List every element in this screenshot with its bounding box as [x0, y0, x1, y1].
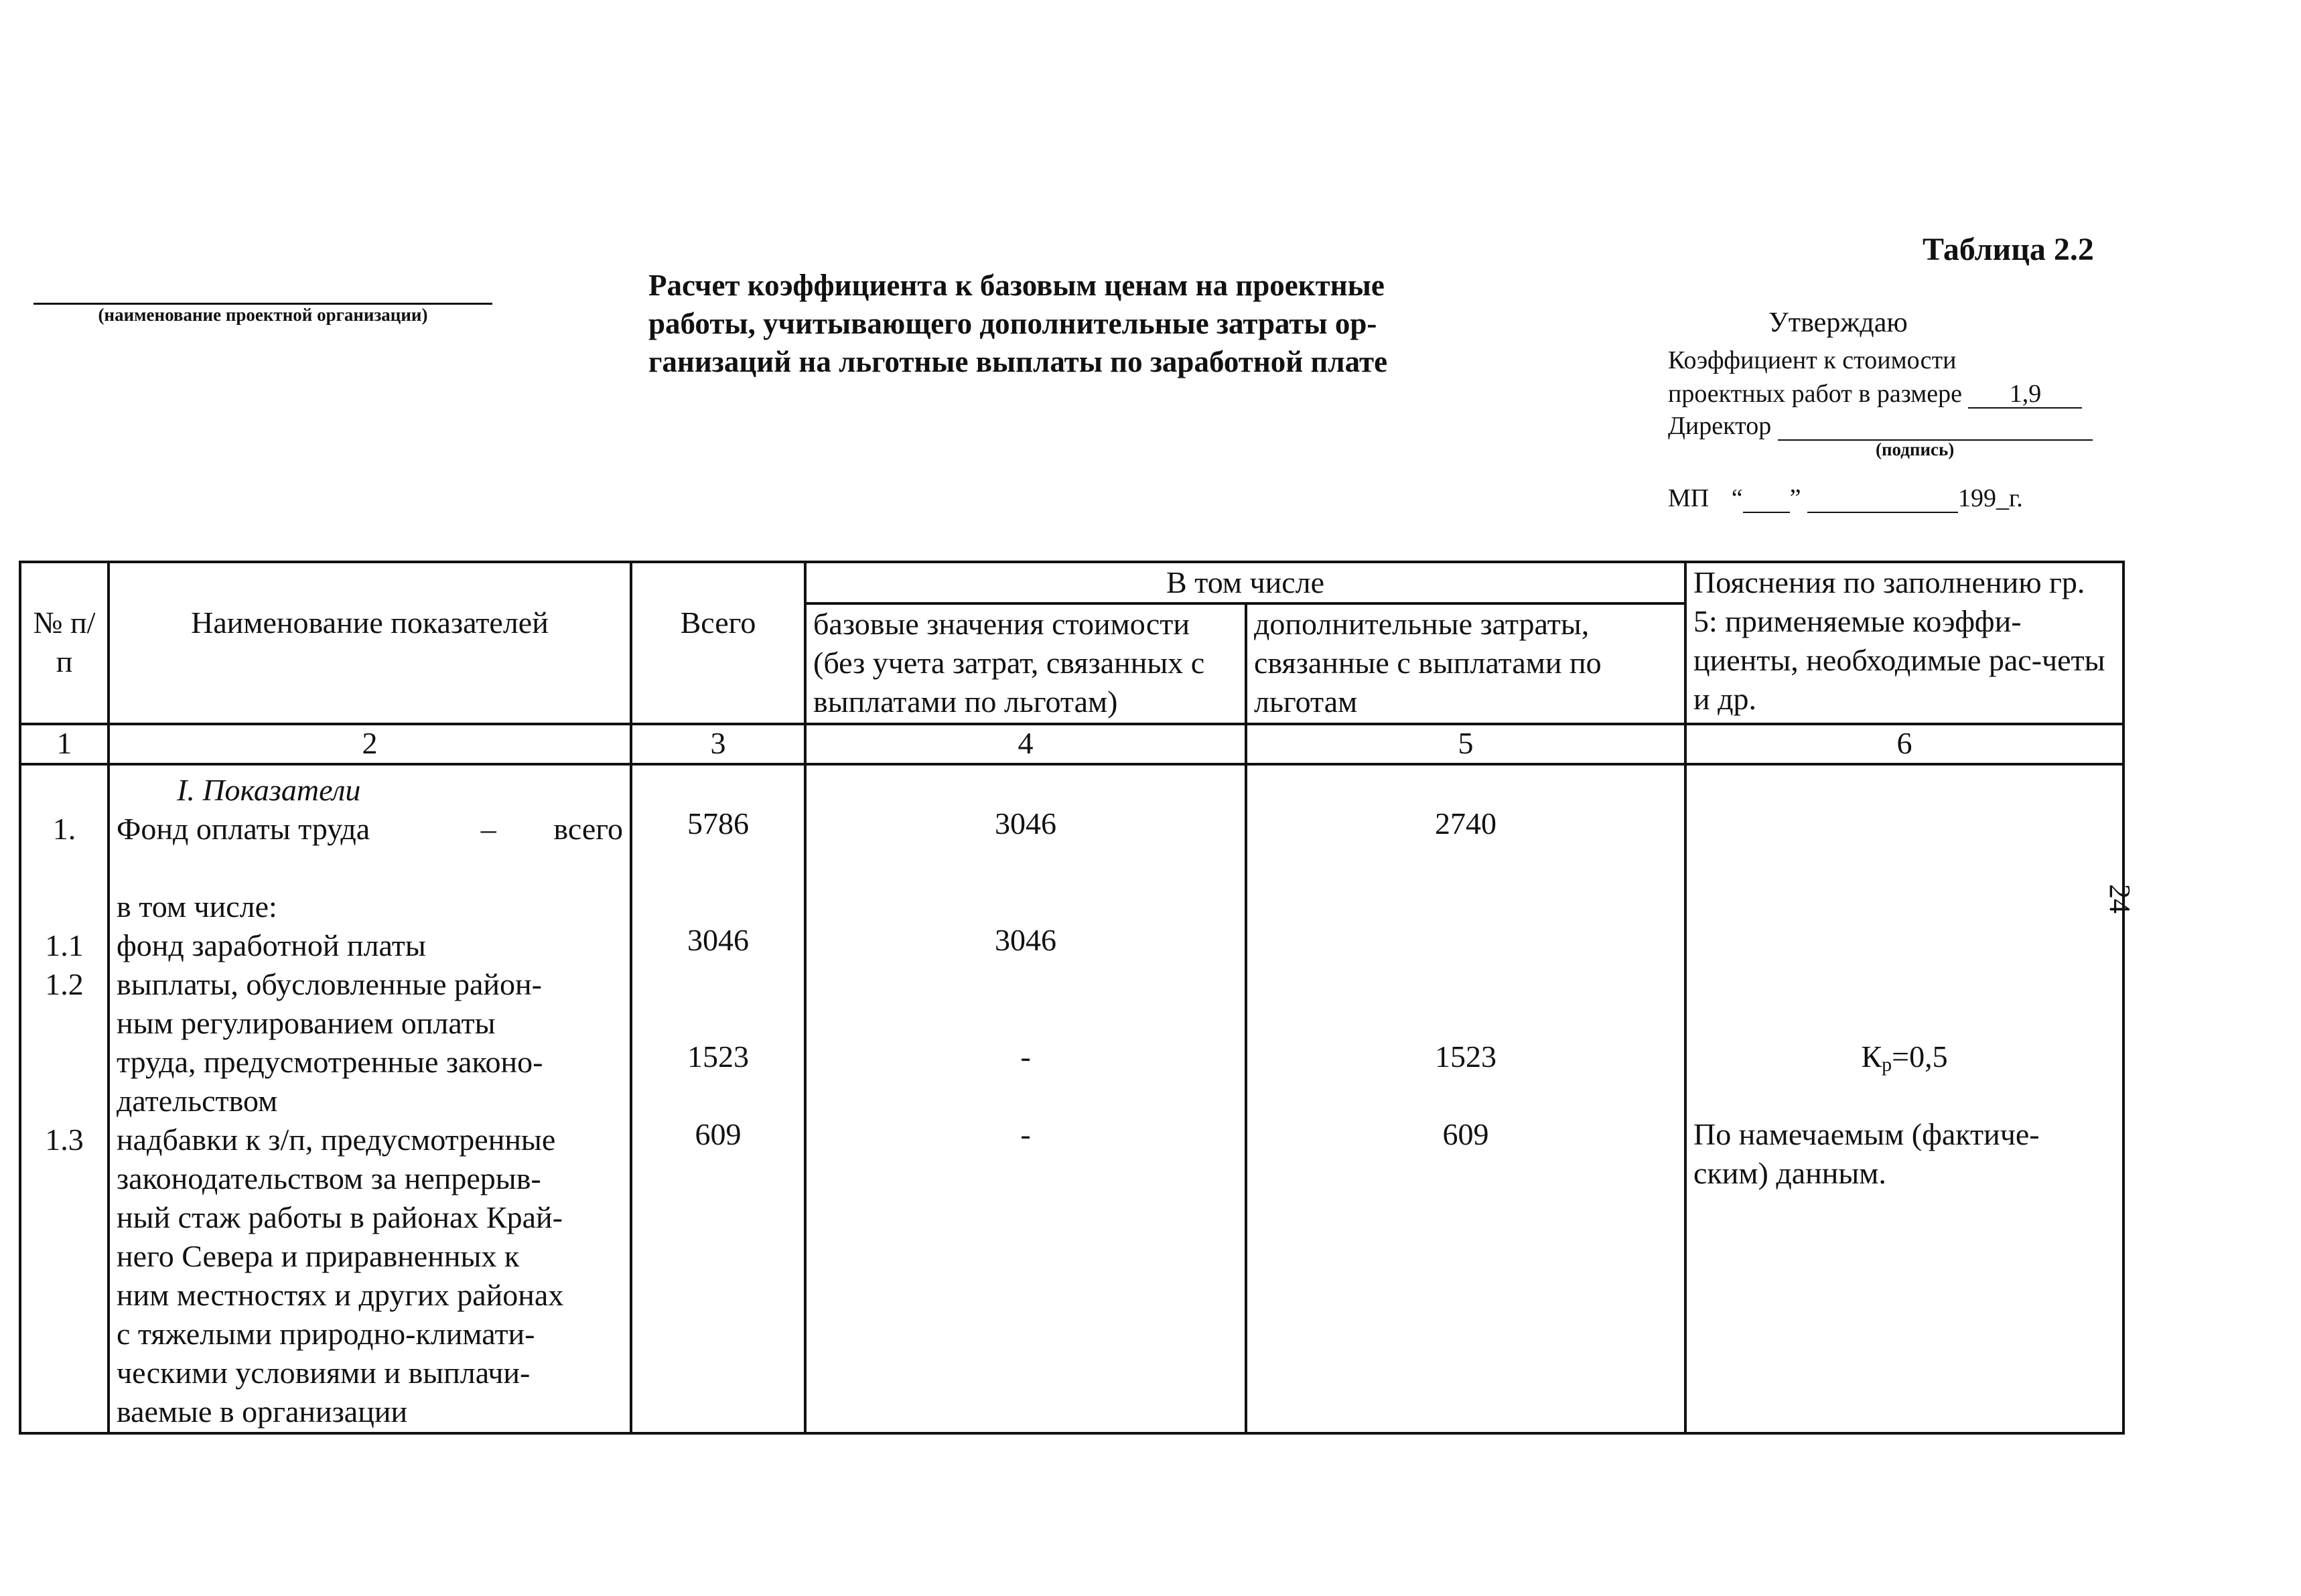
note-k-subscript: р [1882, 1054, 1892, 1076]
base-value: 3046 [995, 923, 1056, 957]
row-name-line: надбавки к з/п, предусмотренные [117, 1122, 556, 1157]
additional-value: 609 [1442, 1117, 1489, 1151]
row-name: фонд заработной платы [117, 928, 426, 962]
approval-line-2 [1668, 379, 2082, 409]
total-value: 609 [695, 1117, 742, 1151]
including-label: в том числе: [117, 889, 277, 924]
row-num: 1. [52, 812, 76, 846]
page-number: 24 [2103, 884, 2136, 914]
header-name: Наименование показателей [109, 562, 631, 724]
title-line: Расчет коэффициента к базовым ценам на проектные [648, 269, 1385, 302]
table-number: Таблица 2.2 [1923, 232, 2094, 267]
base-value: 3046 [995, 806, 1056, 841]
note-coefficient [1693, 1037, 2115, 1076]
additional-cell [1246, 764, 1685, 1433]
row-num: 1.3 [45, 1122, 84, 1157]
row-name-line: дательством [117, 1084, 278, 1118]
row-name-line: ный стаж работы в районах Край- [117, 1200, 563, 1234]
row-name [117, 810, 623, 849]
note-line: По намечаемым (фактиче- [1693, 1117, 2040, 1151]
header-total: Всего [631, 562, 805, 724]
row-name-line: законодательством за непрерыв- [117, 1161, 541, 1195]
column-number: 2 [109, 724, 631, 764]
column-number: 6 [1685, 724, 2123, 764]
date-quote-open: “ [1731, 484, 1743, 512]
total-value: 1523 [687, 1039, 749, 1074]
approval-line-1: Коэффициент к стоимости [1668, 346, 1957, 374]
column-number: 3 [631, 724, 805, 764]
header-additional: дополнительные затраты, связанные с выплатами по льготам [1246, 603, 1685, 724]
additional-value: 2740 [1435, 806, 1496, 841]
column-number: 5 [1246, 724, 1685, 764]
row-name-part: всего [553, 812, 623, 846]
row-name-line: ним местностях и других районах [117, 1278, 564, 1312]
note-k-value: =0,5 [1892, 1039, 1948, 1074]
row-name-line: труда, предусмотренные законо- [117, 1045, 543, 1079]
approval-date-line [1668, 484, 2023, 513]
seal-label: МП [1668, 484, 1710, 512]
total-value: 3046 [687, 923, 749, 957]
director-label: Директор [1668, 412, 1772, 440]
section-title: I. Показатели [177, 773, 361, 807]
signature-line [1778, 413, 2093, 441]
approval-coefficient-value: 1,9 [1968, 380, 2082, 409]
row-num: 1.2 [45, 967, 84, 1001]
signature-caption: (подпись) [1876, 439, 1955, 459]
total-value: 5786 [687, 806, 749, 841]
title-line: работы, учитывающего дополнительные затраты ор- [648, 307, 1377, 340]
header-num: № п/п [20, 562, 109, 724]
header-including: В том числе [805, 562, 1685, 603]
row-name-line: ваемые в организации [117, 1394, 408, 1429]
document-title [648, 267, 1526, 381]
date-year: 199_г. [1957, 484, 2023, 512]
header-notes: Пояснения по заполнению гр. 5: применяемые коэффи-циенты, необходимые рас-четы и др. [1685, 562, 2123, 724]
column-number: 1 [20, 724, 109, 764]
approval-director-line [1668, 411, 2093, 441]
note-k: К [1861, 1039, 1882, 1074]
date-month-blank [1807, 485, 1958, 513]
num-cell [20, 764, 109, 1433]
header-base: базовые значения стоимости (без учета затрат, связанных с выплатами по льготам) [805, 603, 1246, 724]
row-name-line: с тяжелыми природно-климати- [117, 1317, 535, 1351]
row-name-line: ческими условиями и выплачи- [117, 1356, 531, 1390]
row-name-line: ным регулированием оплаты [117, 1006, 496, 1040]
approval-title: Утверждаю [1768, 307, 1908, 338]
row-name-part: Фонд оплаты труда [117, 812, 370, 846]
date-day-blank [1743, 485, 1790, 513]
additional-value: 1523 [1435, 1039, 1496, 1074]
notes-cell [1685, 764, 2123, 1433]
total-cell [631, 764, 805, 1433]
base-value: - [1020, 1039, 1031, 1074]
org-name-caption: (наименование проектной организации) [98, 305, 428, 325]
title-line: ганизаций на льготные выплаты по заработной плате [648, 345, 1388, 378]
coefficient-table [19, 561, 2125, 1435]
base-cell [805, 764, 1246, 1433]
row-num: 1.1 [45, 928, 84, 962]
date-quote-close: ” [1789, 484, 1801, 512]
column-number: 4 [805, 724, 1246, 764]
note-line: ским) данным. [1693, 1156, 1886, 1190]
approval-coefficient-label: проектных работ в размере [1668, 380, 1962, 408]
table-body-row [20, 764, 2123, 1433]
row-name-line: него Севера и приравненных к [117, 1239, 520, 1273]
column-numbers-row [20, 724, 2123, 764]
row-name-line: выплаты, обусловленные район- [117, 967, 542, 1001]
name-cell [109, 764, 631, 1433]
base-value: - [1020, 1117, 1031, 1151]
row-name-dash: – [480, 812, 496, 846]
